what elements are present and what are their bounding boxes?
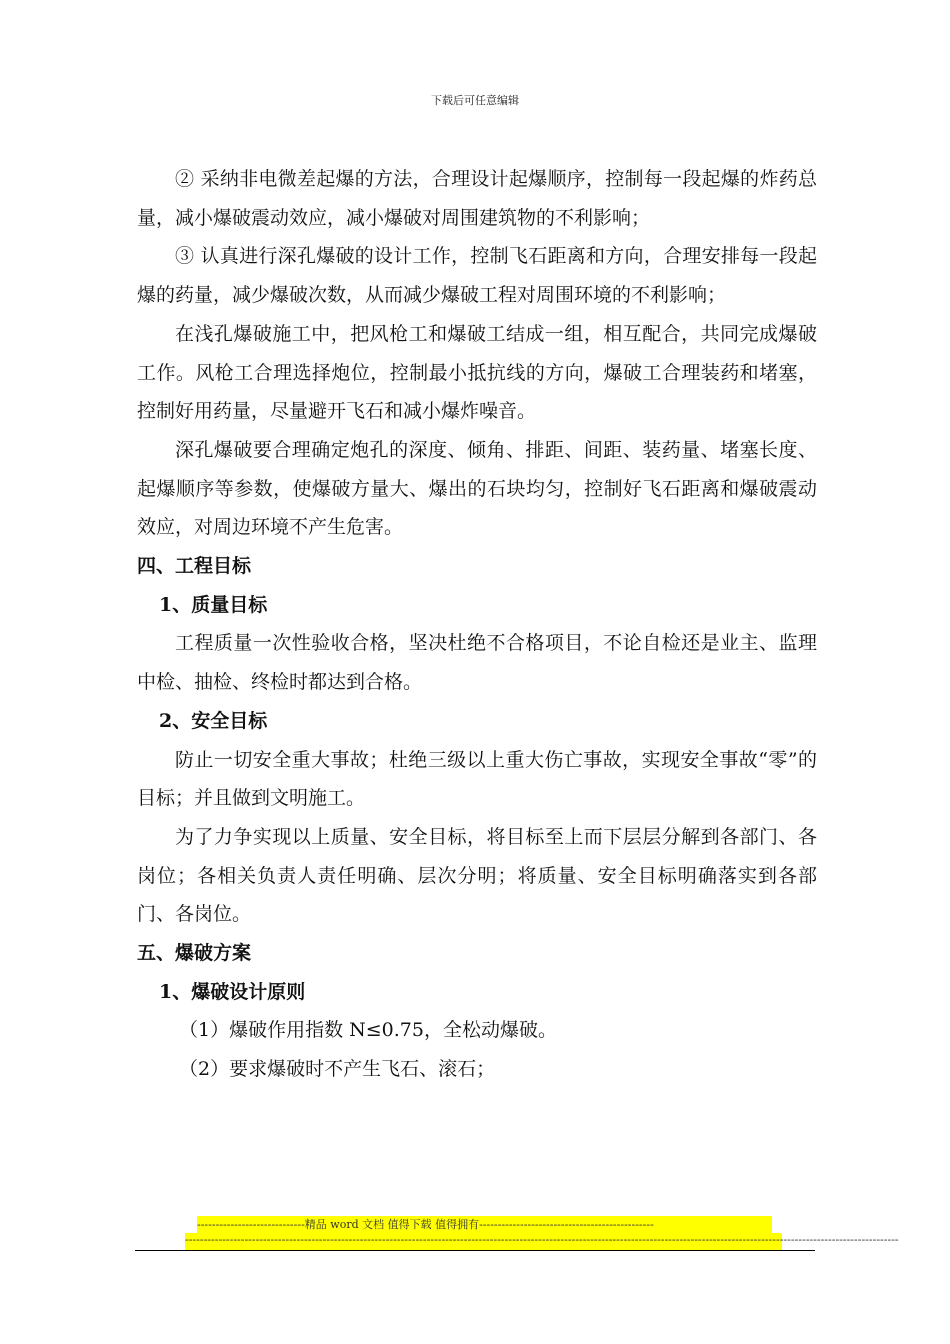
paragraph-quality: 工程质量一次性验收合格，坚决杜绝不合格项目，不论自检还是业主、监理中检、抽检、终检时都达到合格。 (137, 632, 817, 694)
subheading-safety-goal: 2、安全目标 (159, 709, 268, 732)
list-item-blast-index: （1）爆破作用指数 N≤0.75，全松动爆破。 (179, 1019, 557, 1042)
list-item-no-flyrock: （2）要求爆破时不产生飞石、滚石； (179, 1058, 496, 1081)
footer-banner: -----------------------------精品 word 文档 值得下载 值得拥有----------------------------------------------- (197, 1216, 772, 1233)
paragraph-safety: 防止一切安全重大事故；杜绝三级以上重大伤亡事故，实现安全事故“零”的目标；并且做到文明施工。 (137, 748, 817, 810)
subheading-quality-goal: 1、质量目标 (159, 593, 268, 616)
footer-dash-line: ------------------------------------------------------------------------------------------------------------------------------------------------------------------------------------------------ (185, 1233, 782, 1250)
paragraph-deep-hole-params: 深孔爆破要合理确定炮孔的深度、倾角、排距、间距、装药量、堵塞长度、起爆顺序等参数，使爆破方量大、爆出的石块均匀，控制好飞石距离和爆破震动效应，对周边环境不产生危害。 (137, 438, 817, 539)
footer-divider (135, 1250, 815, 1251)
paragraph-goal-breakdown: 为了力争实现以上质量、安全目标，将目标至上而下层层分解到各部门、各岗位；各相关负责人责任明确、层次分明；将质量、安全目标明确落实到各部门、各岗位。 (137, 825, 817, 926)
subheading-design-principles: 1、爆破设计原则 (159, 980, 306, 1003)
paragraph-shallow-hole: 在浅孔爆破施工中，把风枪工和爆破工结成一组，相互配合，共同完成爆破工作。风枪工合理选择炮位，控制最小抵抗线的方向，爆破工合理装药和堵塞，控制好用药量，尽量避开飞石和减小爆炸噪音。 (137, 322, 817, 423)
paragraph-delay-blasting: ② 采纳非电微差起爆的方法，合理设计起爆顺序，控制每一段起爆的炸药总量，减小爆破震动效应，减小爆破对周围建筑物的不利影响； (137, 168, 817, 229)
page-header-note: 下载后可任意编辑 (431, 94, 519, 107)
section-heading-blasting-plan: 五、爆破方案 (137, 942, 252, 965)
section-heading-project-goals: 四、工程目标 (137, 555, 252, 578)
document-body (137, 160, 817, 1089)
paragraph-deep-hole-design: ③ 认真进行深孔爆破的设计工作，控制飞石距离和方向，合理安排每一段起爆的药量，减少爆破次数，从而减少爆破工程对周围环境的不利影响； (137, 245, 817, 307)
